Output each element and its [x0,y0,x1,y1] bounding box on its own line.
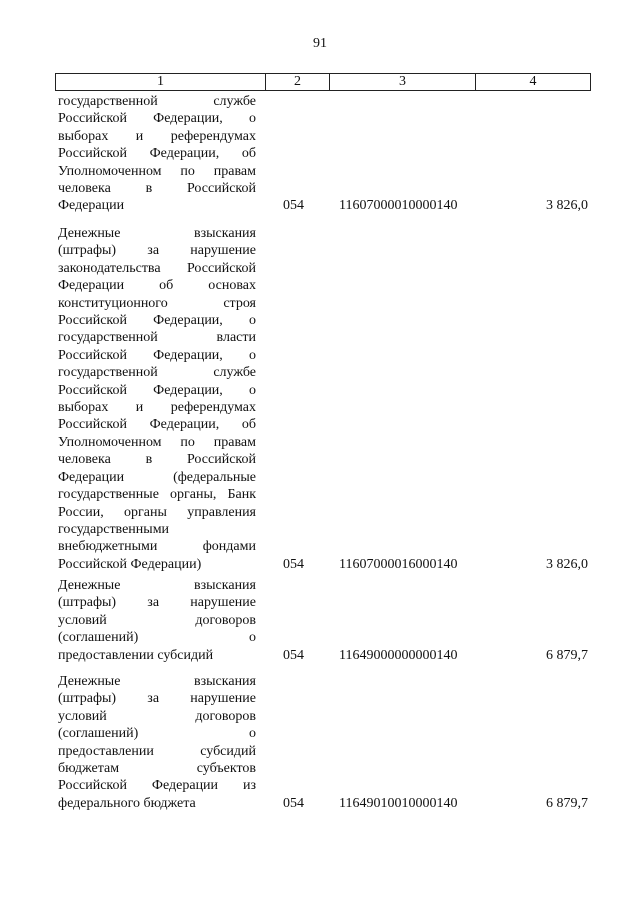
admin-code: 054 [283,647,304,663]
budget-code: 11649000000000140 [339,647,458,663]
description-line: Федерации об основах [58,278,256,294]
amount-value: 6 879,7 [546,795,588,811]
description-line: (штрафы) за нарушение [58,243,256,259]
description-line: человека в Российской [58,452,256,468]
admin-code: 054 [283,556,304,572]
description-line: Денежные взыскания [58,674,256,689]
header-col-2: 2 [266,74,330,91]
description-line: внебюджетными фондами [58,539,256,555]
description-line: (соглашений) о [58,630,256,646]
description-line: Уполномоченном по правам [58,434,256,450]
header-col-4: 4 [476,74,591,91]
description-line: выборах и референдумах [58,128,256,144]
amount-value: 3 826,0 [546,198,588,214]
description-line: Российской Федерации, об [58,146,256,162]
description-line: Российской Федерации, о [58,347,256,363]
description-line: Российской Федерации, о [58,382,256,398]
amount-value: 3 826,0 [546,556,588,572]
row-description [58,673,256,812]
description-line: Российской Федерации) [58,556,202,572]
description-line: государственной службе [58,365,256,381]
description-line: федерального бюджета [58,795,196,811]
description-line: Российской Федерации, о [58,111,256,127]
header-col-3: 3 [330,74,476,91]
description-line: бюджетам субъектов [58,761,256,777]
table-header [55,73,591,91]
description-line: предоставлении субсидий [58,743,256,759]
description-line: (штрафы) за нарушение [58,595,256,611]
description-line: предоставлении субсидий [58,647,214,663]
description-line: выборах и референдумах [58,400,256,416]
admin-code: 054 [283,198,304,214]
budget-code: 11607000010000140 [339,198,458,214]
description-line: Денежные взыскания [58,578,256,593]
description-line: условий договоров [58,708,256,724]
description-line: конституционного строя [58,295,256,311]
description-line: человека в Российской [58,181,256,197]
description-line: Российской Федерации из [58,778,256,794]
description-line: государственные органы, Банк [58,487,256,503]
admin-code: 054 [283,795,304,811]
description-line: государственной службе [58,94,256,109]
row-description [58,93,256,215]
description-line: (соглашений) о [58,726,256,742]
description-line: государственной власти [58,330,256,346]
description-line: Российской Федерации, о [58,313,256,329]
description-line: Федерации [58,198,125,214]
budget-code: 11607000016000140 [339,556,458,572]
description-line: Федерации (федеральные [58,469,256,485]
description-line: законодательства Российской [58,260,256,276]
description-line: Уполномоченном по правам [58,163,256,179]
description-line: России, органы управления [58,504,256,520]
header-col-1: 1 [56,74,266,91]
row-description [58,577,256,664]
budget-code: 11649010010000140 [339,795,458,811]
amount-value: 6 879,7 [546,647,588,663]
description-line: Российской Федерации, об [58,417,256,433]
description-line: Денежные взыскания [58,226,256,241]
page-number: 91 [313,36,327,51]
row-description [58,225,256,573]
description-line: условий договоров [58,612,256,628]
description-line: (штрафы) за нарушение [58,691,256,707]
description-line: государственными [58,521,170,537]
